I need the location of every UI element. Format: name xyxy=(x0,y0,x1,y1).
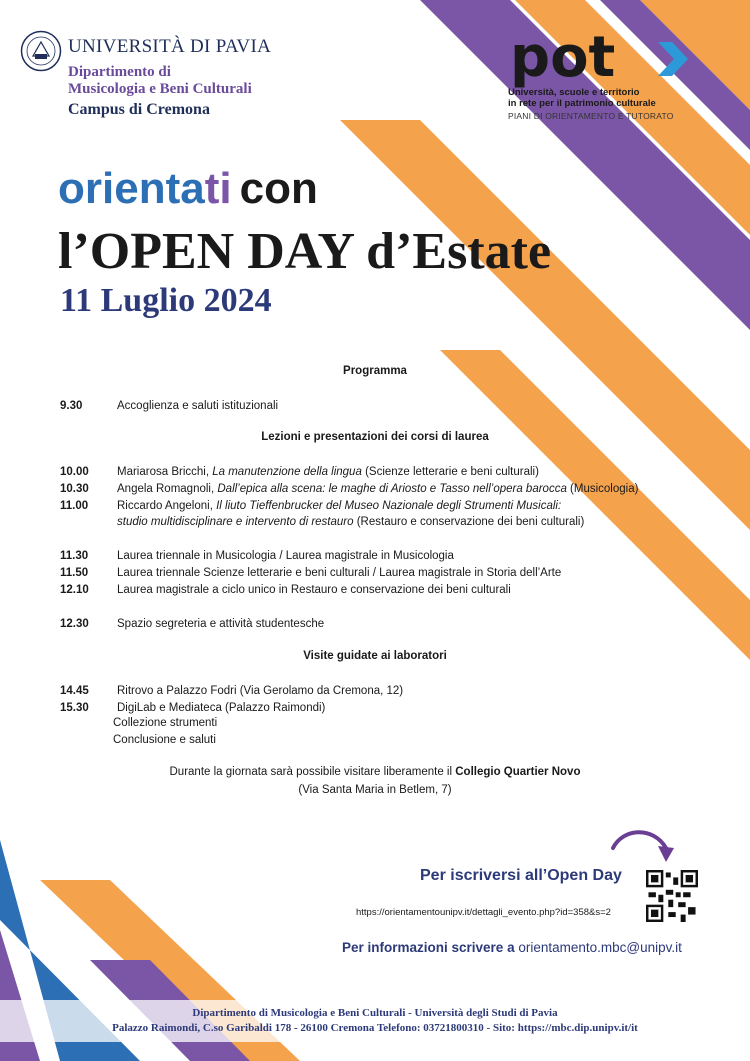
footer-line-2: Palazzo Raimondi, C.so Garibaldi 178 - 26100 Cremona Telefono: 03721800310 - Sito: https://mbc.dip.unipv.it/it xyxy=(112,1022,638,1034)
description: Ritrovo a Palazzo Fodri (Via Gerolamo da Cremona, 12) xyxy=(117,685,404,697)
time: 10.30 xyxy=(60,483,89,495)
title-line-1 xyxy=(58,165,318,213)
description: Laurea triennale in Musicologia / Laurea magistrale in Musicologia xyxy=(117,550,454,562)
description: Spazio segreteria e attività studentesche xyxy=(117,618,325,630)
time: 11.50 xyxy=(60,567,89,579)
pot-tagline-1: Università, scuole e territorio xyxy=(508,87,640,98)
description: Accoglienza e saluti istituzionali xyxy=(117,400,279,412)
description: Riccardo Angeloni, Il liuto Tieffenbrucker del Museo Nazionale degli Strumenti Musicali: studio multidisciplinare e intervento di restauro (Restauro e conservazione dei beni culturali) xyxy=(117,500,585,528)
event-date: 11 Luglio 2024 xyxy=(60,282,272,319)
college-address: (Via Santa Maria in Betlem, 7) xyxy=(298,784,452,796)
pot-logo xyxy=(510,28,690,88)
time: 11.30 xyxy=(60,550,89,562)
title-line-2: l’OPEN DAY d’Estate xyxy=(58,223,552,280)
registration-title: Per iscriversi all’Open Day xyxy=(420,867,622,884)
time: 14.45 xyxy=(60,685,89,697)
department-name xyxy=(68,64,252,98)
time: 11.00 xyxy=(60,500,89,512)
curved-arrow-icon xyxy=(608,826,678,866)
visit-extra-1: Collezione strumenti xyxy=(113,717,218,729)
description: DigiLab e Mediateca (Palazzo Raimondi) xyxy=(117,702,326,714)
department-line-2: Musicologia e Beni Culturali xyxy=(68,81,252,97)
pot-tagline-3: PIANI DI ORIENTAMENTO E TUTORATO xyxy=(508,111,674,121)
college-note: Durante la giornata sarà possibile visitare liberamente il Collegio Quartier Novo xyxy=(169,766,581,778)
description: Mariarosa Bricchi, La manutenzione della lingua (Scienze letterarie e beni culturali) xyxy=(117,466,539,478)
pot-logo-text: pot xyxy=(510,28,616,88)
pot-chevron-icon xyxy=(658,42,688,76)
visits-heading: Visite guidate ai laboratori xyxy=(303,650,447,662)
qr-code-icon[interactable] xyxy=(646,870,698,922)
footer-line-1: Dipartimento di Musicologia e Beni Culturali - Università degli Studi di Pavia xyxy=(192,1007,558,1019)
program-heading: Programma xyxy=(343,365,407,377)
title-orienta: orienta xyxy=(58,164,205,213)
time: 10.00 xyxy=(60,466,89,478)
time: 15.30 xyxy=(60,702,89,714)
university-name: UNIVERSITÀ DI PAVIA xyxy=(68,36,272,57)
visit-extra-2: Conclusione e saluti xyxy=(113,734,216,746)
description: Laurea magistrale a ciclo unico in Restauro e conservazione dei beni culturali xyxy=(117,584,511,596)
info-line: Per informazioni scrivere a orientamento.mbc@unipv.it xyxy=(342,940,682,955)
title-ti: ti xyxy=(204,164,232,213)
registration-link[interactable]: https://orientamentounipv.it/dettagli_evento.php?id=358&s=2 xyxy=(356,907,611,918)
lessons-heading: Lezioni e presentazioni dei corsi di laurea xyxy=(261,431,489,443)
department-line-1: Dipartimento di xyxy=(68,64,171,80)
description: Laurea triennale Scienze letterarie e beni culturali / Laurea magistrale in Storia dell’Arte xyxy=(117,567,562,579)
campus-name: Campus di Cremona xyxy=(68,101,210,118)
description: Angela Romagnoli, Dall’epica alla scena: le maghe di Ariosto e Tasso nell’opera barocca (Musicologia) xyxy=(117,483,639,495)
university-seal-icon xyxy=(20,30,62,72)
time: 12.10 xyxy=(60,584,89,596)
time: 9.30 xyxy=(60,400,83,412)
pot-tagline-2: in rete per il patrimonio culturale xyxy=(508,98,656,109)
time: 12.30 xyxy=(60,618,89,630)
title-con: con xyxy=(239,164,318,213)
info-email[interactable]: orientamento.mbc@unipv.it xyxy=(518,940,682,955)
